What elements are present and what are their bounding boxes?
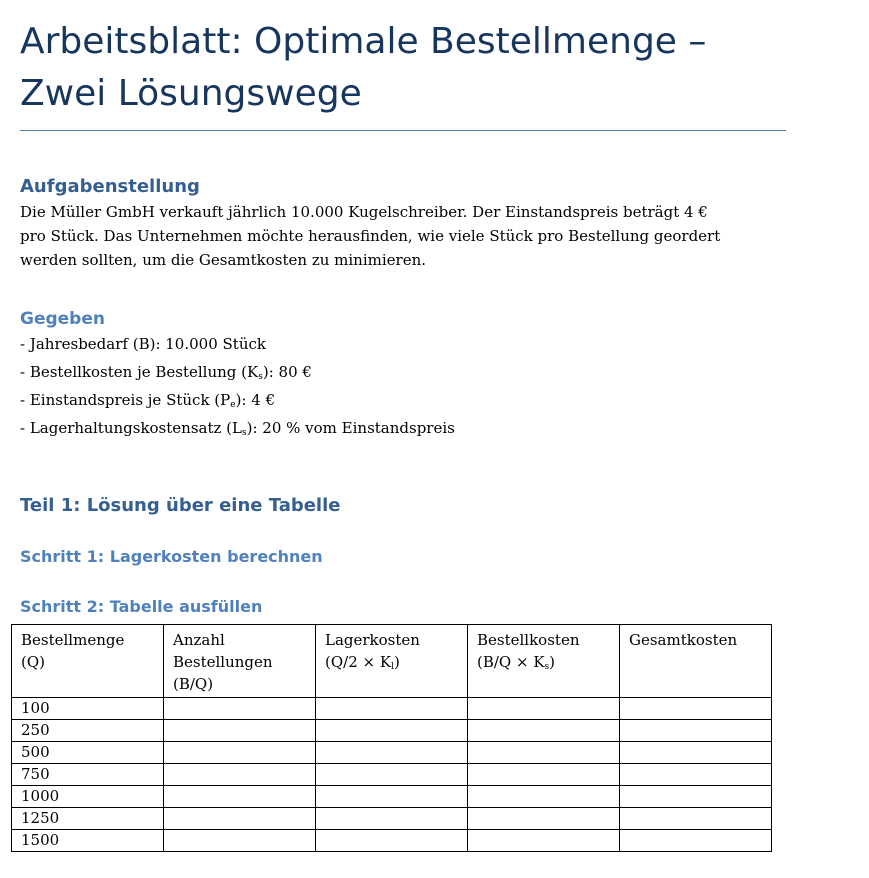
table-row <box>12 698 772 720</box>
cell-empty[interactable] <box>468 786 620 808</box>
worksheet-page <box>20 0 786 616</box>
cell-empty[interactable] <box>316 698 468 720</box>
task-section <box>20 176 786 272</box>
given-section <box>20 309 786 442</box>
cell-quantity: 1000 <box>12 786 164 808</box>
given-heading: Gegeben <box>20 309 105 329</box>
cell-quantity: 750 <box>12 764 164 786</box>
cell-empty[interactable] <box>316 720 468 742</box>
order-quantity-table <box>11 624 772 852</box>
col-header-order-cost: Bestellkosten $(B/Q \times K_s)$ <box>468 625 620 698</box>
cell-empty[interactable] <box>316 764 468 786</box>
cell-empty[interactable] <box>620 808 772 830</box>
table-header-row <box>12 625 772 698</box>
cell-quantity: 1250 <box>12 808 164 830</box>
cell-empty[interactable] <box>164 764 316 786</box>
cell-empty[interactable] <box>316 742 468 764</box>
cell-empty[interactable] <box>164 742 316 764</box>
task-text-line-3: werden sollten, um die Gesamtkosten zu minimieren. <box>20 251 427 269</box>
col-header-order-quantity: Bestellmenge (Q) <box>12 625 164 698</box>
cell-empty[interactable] <box>316 830 468 852</box>
given-item-order-cost: - Bestellkosten je Bestellung $(K_s)$: 80 € <box>20 363 312 382</box>
col-header-total-cost: Gesamtkosten <box>620 625 772 698</box>
cell-empty[interactable] <box>164 808 316 830</box>
cell-empty[interactable] <box>164 720 316 742</box>
cell-empty[interactable] <box>620 720 772 742</box>
given-item-holding-rate: - Lagerhaltungskostensatz $(L_s)$: 20 % vom Einstandspreis <box>20 419 455 438</box>
title-line-1: Arbeitsblatt: Optimale Bestellmenge – <box>20 21 707 62</box>
table-row <box>12 764 772 786</box>
cell-quantity: 1500 <box>12 830 164 852</box>
cell-quantity: 500 <box>12 742 164 764</box>
step1-heading: Schritt 1: Lagerkosten berechnen <box>20 547 323 566</box>
cell-empty[interactable] <box>316 786 468 808</box>
cell-empty[interactable] <box>164 786 316 808</box>
col-header-holding-cost: Lagerkosten $(Q/2 \times K_l)$ <box>316 625 468 698</box>
cell-empty[interactable] <box>164 698 316 720</box>
page-title <box>20 0 786 131</box>
cell-empty[interactable] <box>620 830 772 852</box>
cell-empty[interactable] <box>468 698 620 720</box>
task-text-line-2: pro Stück. Das Unternehmen möchte herausfinden, wie viele Stück pro Bestellung geordert <box>20 227 721 245</box>
cell-empty[interactable] <box>316 808 468 830</box>
cell-empty[interactable] <box>468 764 620 786</box>
table-row <box>12 830 772 852</box>
given-item-demand: - Jahresbedarf (B): 10.000 Stück <box>20 335 266 353</box>
cell-empty[interactable] <box>468 720 620 742</box>
task-text-line-1: Die Müller GmbH verkauft jährlich 10.000 Kugelschreiber. Der Einstandspreis beträgt 4 € <box>20 203 708 221</box>
cell-empty[interactable] <box>164 830 316 852</box>
cell-empty[interactable] <box>620 698 772 720</box>
table-row <box>12 720 772 742</box>
part1-heading: Teil 1: Lösung über eine Tabelle <box>20 495 341 516</box>
cell-quantity: 100 <box>12 698 164 720</box>
table-row <box>12 786 772 808</box>
cell-empty[interactable] <box>620 742 772 764</box>
cell-quantity: 250 <box>12 720 164 742</box>
table-row <box>12 808 772 830</box>
task-heading: Aufgabenstellung <box>20 176 200 197</box>
cell-empty[interactable] <box>468 742 620 764</box>
cell-empty[interactable] <box>620 764 772 786</box>
step2-heading: Schritt 2: Tabelle ausfüllen <box>20 597 263 616</box>
col-header-number-orders: Anzahl Bestellungen (B/Q) <box>164 625 316 698</box>
given-item-price: - Einstandspreis je Stück $(P_e)$: 4 € <box>20 391 276 410</box>
cell-empty[interactable] <box>468 808 620 830</box>
table-row <box>12 742 772 764</box>
cell-empty[interactable] <box>620 786 772 808</box>
cell-empty[interactable] <box>468 830 620 852</box>
title-line-2: Zwei Lösungswege <box>20 73 362 114</box>
